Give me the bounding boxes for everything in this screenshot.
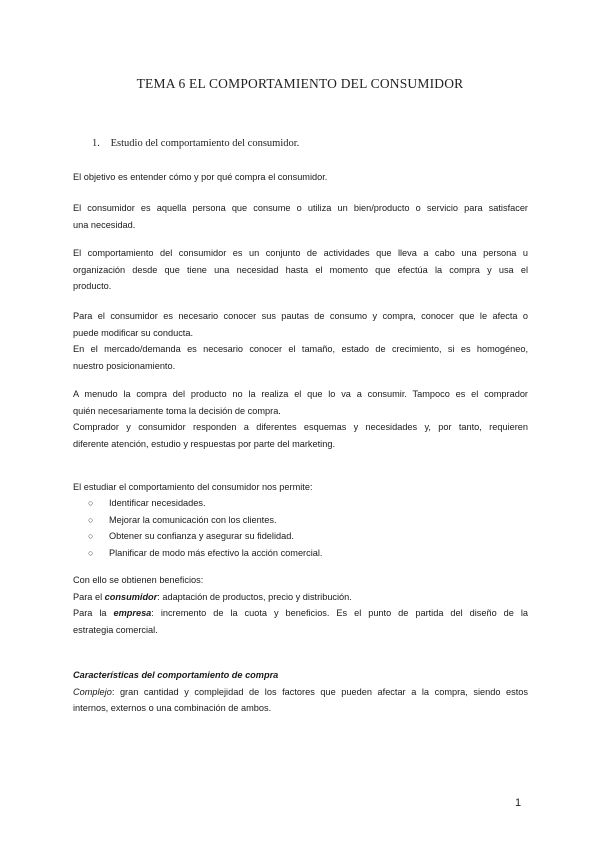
paragraph-line: En el mercado/demanda es necesario conocer el tamaño, estado de crecimiento, si es homogéneo, [73, 344, 528, 354]
page-title: TEMA 6 EL COMPORTAMIENTO DEL CONSUMIDOR [136, 76, 464, 91]
paragraph-line: Para el consumidor: adaptación de productos, precio y distribución. [73, 591, 352, 602]
benefits-list [88, 495, 322, 561]
term-consumidor: consumidor [104, 591, 158, 602]
paragraph-consumer-definition [73, 200, 528, 233]
paragraph-needs [73, 308, 528, 374]
circle-bullet-icon: ○ [88, 498, 94, 508]
list-item: ○ Mejorar la comunicación con los clientes. [88, 512, 322, 529]
section-number: 1. [92, 138, 100, 149]
paragraph-line: Comprador y consumidor responden a diferentes esquemas y necesidades y, por tanto, requieren [73, 422, 528, 432]
paragraph-line: puede modificar su conducta. [73, 327, 194, 338]
circle-bullet-icon: ○ [88, 531, 94, 541]
paragraph-behavior-definition [73, 245, 528, 295]
paragraph-line: Con ello se obtienen beneficios: [73, 575, 204, 585]
paragraph-line: Complejo: gran cantidad y complejidad de los factores que pueden afectar a la compra, siendo estos [73, 686, 528, 697]
term-empresa: empresa [113, 608, 152, 618]
page-number: 1 [515, 797, 522, 809]
paragraph-line: producto. [73, 281, 112, 291]
list-item: ○ Planificar de modo más efectivo la acción comercial. [88, 545, 322, 562]
paragraph-objective: El objetivo es entender cómo y por qué compra el consumidor. [73, 172, 328, 182]
paragraph-line: El comportamiento del consumidor es un conjunto de actividades que lleva a cabo una persona u [73, 248, 528, 258]
paragraph-line: internos, externos o una combinación de ambos. [73, 703, 272, 713]
section-heading [92, 138, 299, 149]
paragraph-line: nuestro posicionamiento. [73, 360, 176, 371]
list-item: ○ Obtener su confianza y asegurar su fidelidad. [88, 528, 322, 545]
paragraph-line: diferente atención, estudio y respuestas por parte del marketing. [73, 438, 335, 449]
paragraph-buyer-consumer [73, 386, 528, 452]
paragraph-benefits [73, 572, 528, 638]
paragraph-characteristics [73, 667, 528, 717]
subheading-characteristics: Características del comportamiento de compra [73, 670, 279, 680]
list-item: ○ Identificar necesidades. [88, 495, 322, 512]
paragraph-line: una necesidad. [73, 219, 136, 230]
paragraph-study-allows: El estudiar el comportamiento del consumidor nos permite: [73, 482, 313, 492]
circle-bullet-icon: ○ [88, 514, 94, 525]
paragraph-line: organización desde que tiene una necesidad hasta el momento que efectúa la compra y usa el [73, 264, 528, 275]
section-heading-text: Estudio del comportamiento del consumidor. [110, 138, 300, 149]
paragraph-line: quién necesariamente toma la decisión de compra. [73, 405, 281, 416]
paragraph-line: Para el consumidor es necesario conocer sus pautas de consumo y compra, conocer que le afecta o [73, 311, 528, 321]
paragraph-line: estrategia comercial. [73, 624, 158, 635]
paragraph-line: El consumidor es aquella persona que consume o utiliza un bien/producto o servicio para satisfacer [73, 203, 528, 213]
paragraph-line: A menudo la compra del producto no la realiza el que lo va a consumir. Tampoco es el comprador [73, 389, 528, 399]
circle-bullet-icon: ○ [88, 547, 94, 558]
paragraph-line: Para la empresa: incremento de la cuota y beneficios. Es el punto de partida del diseño de la [73, 608, 529, 618]
term-complejo: Complejo [73, 686, 112, 697]
